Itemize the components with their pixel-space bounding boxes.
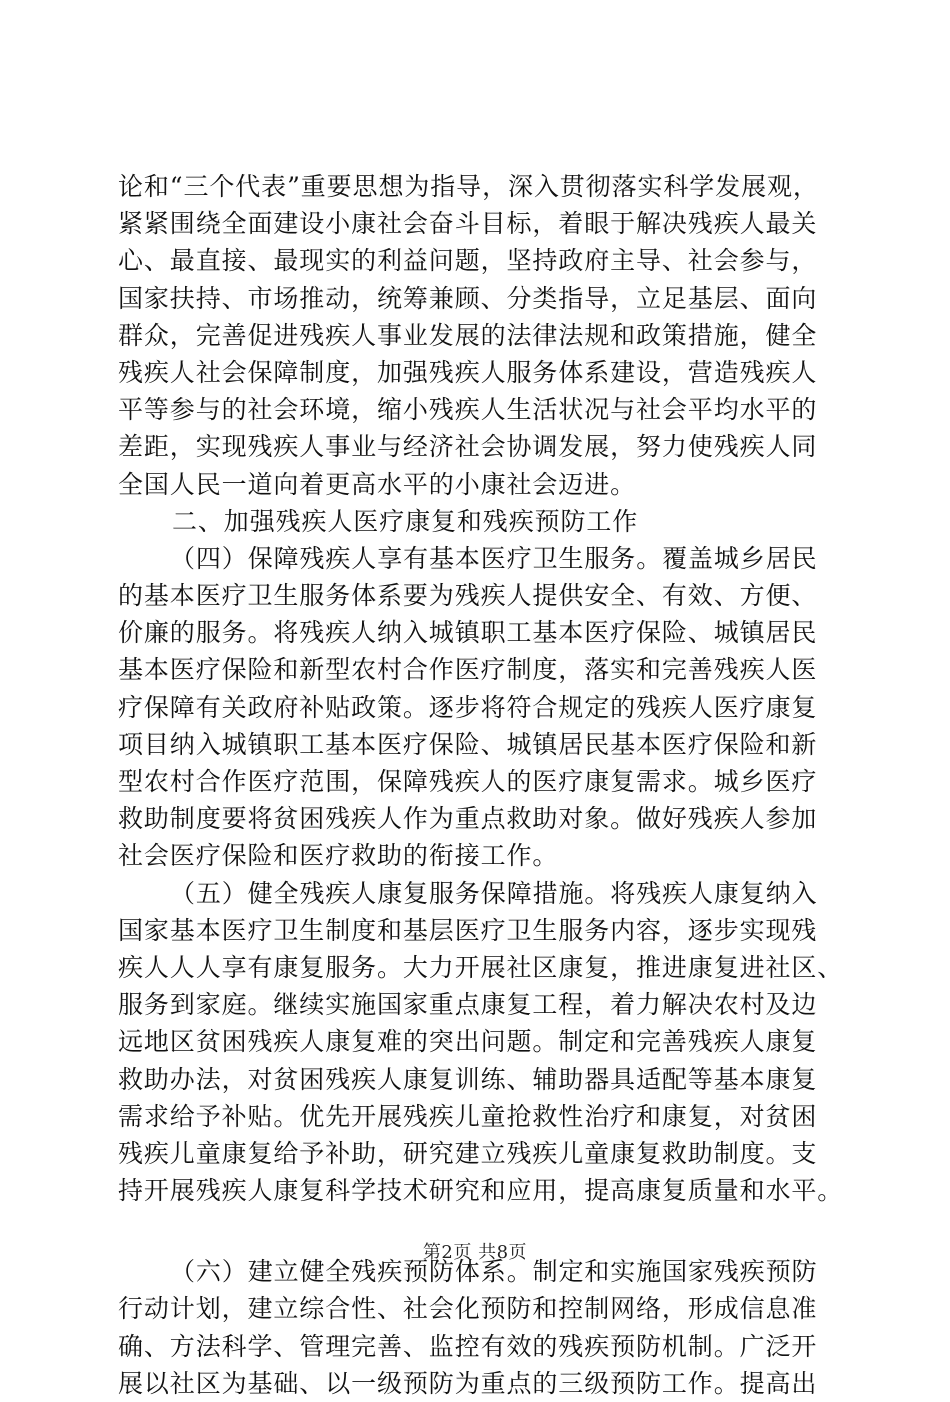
text-line: 项目纳入城镇职工基本医疗保险、城镇居民基本医疗保险和新 bbox=[118, 729, 818, 759]
text-line: 确、方法科学、管理完善、监控有效的残疾预防机制。广泛开 bbox=[118, 1331, 818, 1361]
text-line: 型农村合作医疗范围，保障残疾人的医疗康复需求。城乡医疗 bbox=[118, 767, 818, 796]
text-line: 残疾儿童康复给予补助，研究建立残疾儿童康复救助制度。支 bbox=[118, 1138, 818, 1168]
text-line: 平等参与的社会环境，缩小残疾人生活状况与社会平均水平的 bbox=[118, 395, 818, 425]
text-line: 救助办法，对贫困残疾人康复训练、辅助器具适配等基本康复 bbox=[118, 1064, 818, 1094]
text-line: 服务到家庭。继续实施国家重点康复工程，着力解决农村及边 bbox=[118, 990, 818, 1020]
text-line: 心、最直接、最现实的利益问题，坚持政府主导、社会参与， bbox=[118, 246, 818, 276]
section-heading: 二、加强残疾人医疗康复和残疾预防工作 bbox=[172, 506, 639, 536]
text-line: 差距，实现残疾人事业与经济社会协调发展，努力使残疾人同 bbox=[118, 432, 818, 462]
text-line: 群众，完善促进残疾人事业发展的法律法规和政策措施，健全 bbox=[118, 320, 818, 350]
text-line: 疾人人人享有康复服务。大力开展社区康复，推进康复进社区、 bbox=[118, 952, 844, 982]
text-line: 全国人民一道向着更高水平的小康社会迈进。 bbox=[118, 469, 637, 499]
paragraph-first-line: （五）健全残疾人康复服务保障措施。将残疾人康复纳入 bbox=[170, 878, 818, 908]
text-line: 残疾人社会保障制度，加强残疾人服务体系建设，营造残疾人 bbox=[118, 357, 818, 387]
text-line: 展以社区为基础、以一级预防为重点的三级预防工作。提高出 bbox=[118, 1368, 818, 1398]
text-line: 持开展残疾人康复科学技术研究和应用，提高康复质量和水平。 bbox=[118, 1176, 844, 1206]
text-line: 疗保障有关政府补贴政策。逐步将符合规定的残疾人医疗康复 bbox=[118, 692, 818, 722]
text-line: 远地区贫困残疾人康复难的突出问题。制定和完善残疾人康复 bbox=[118, 1027, 818, 1057]
text-line: 社会医疗保险和医疗救助的衔接工作。 bbox=[118, 841, 559, 871]
text-line: 国家基本医疗卫生制度和基层医疗卫生服务内容，逐步实现残 bbox=[118, 915, 818, 945]
paragraph-first-line: （六）建立健全残疾预防体系。制定和实施国家残疾预防 bbox=[170, 1257, 818, 1287]
text-line: 论和“三个代表”重要思想为指导，深入贯彻落实科学发展观， bbox=[118, 172, 819, 201]
text-line: 救助制度要将贫困残疾人作为重点救助对象。做好残疾人参加 bbox=[118, 804, 818, 834]
document-body bbox=[118, 168, 844, 1402]
paragraph-first-line: （四）保障残疾人享有基本医疗卫生服务。覆盖城乡居民 bbox=[170, 543, 818, 573]
page-indicator: 第2页 共8页 bbox=[422, 1242, 528, 1263]
text-line: 紧紧围绕全面建设小康社会奋斗目标，着眼于解决残疾人最关 bbox=[118, 209, 818, 239]
text-line: 价廉的服务。将残疾人纳入城镇职工基本医疗保险、城镇居民 bbox=[118, 618, 818, 648]
text-line: 的基本医疗卫生服务体系要为残疾人提供安全、有效、方便、 bbox=[118, 581, 818, 611]
text-line: 需求给予补贴。优先开展残疾儿童抢救性治疗和康复，对贫困 bbox=[118, 1101, 818, 1131]
text-line: 基本医疗保险和新型农村合作医疗制度，落实和完善残疾人医 bbox=[118, 655, 818, 685]
text-line: 行动计划，建立综合性、社会化预防和控制网络，形成信息准 bbox=[118, 1294, 818, 1324]
text-line: 国家扶持、市场推动，统筹兼顾、分类指导，立足基层、面向 bbox=[118, 283, 818, 313]
